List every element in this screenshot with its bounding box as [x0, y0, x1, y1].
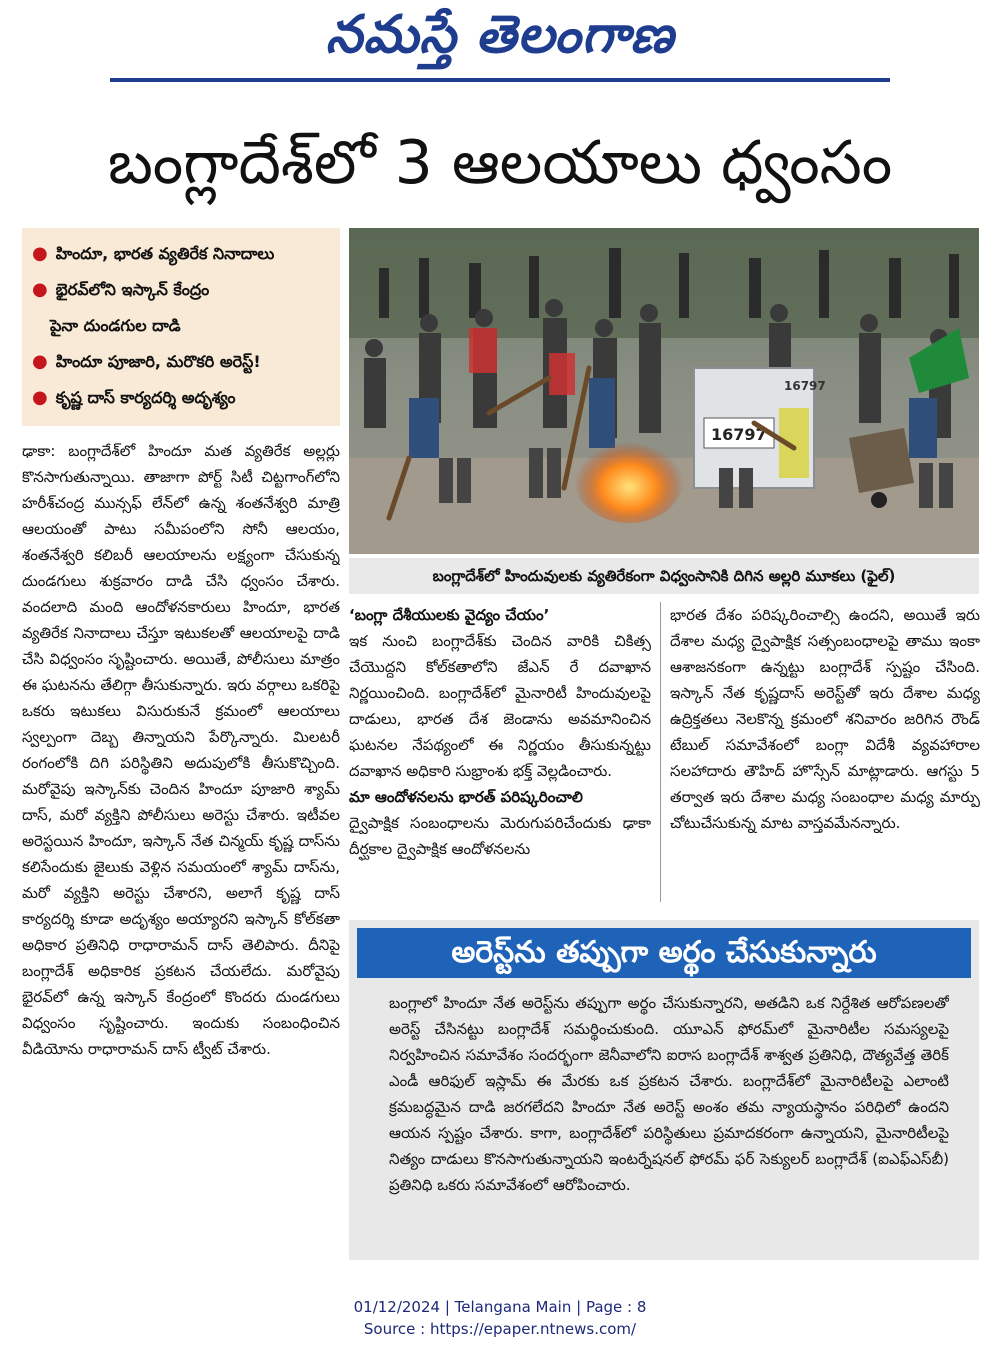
newspaper-logo-text: నమస్తే తెలంగాణ — [325, 4, 675, 65]
sidebar-story-box — [349, 920, 979, 1260]
article-column-left — [22, 438, 340, 1283]
highlight-item — [32, 272, 330, 308]
footer-edition-info: 01/12/2024 | Telangana Main | Page : 8 — [353, 1298, 647, 1316]
masthead — [0, 0, 1000, 82]
main-headline: బంగ్లాదేశ్‌లో 3 ఆలయాలు ధ్వంసం — [107, 128, 893, 198]
bullet-dot-icon: ● — [32, 279, 48, 300]
highlight-text: కృష్ణ దాస్ కార్యదర్శి అదృశ్యం — [55, 388, 236, 407]
footer-source-link[interactable]: Source : https://epaper.ntnews.com/ — [363, 1320, 637, 1338]
bullet-dot-icon: ● — [32, 351, 48, 372]
bullet-dot-icon: ● — [32, 387, 48, 408]
article-paragraph: ఢాకా: బంగ్లాదేశ్‌లో హిందూ మత వ్యతిరేక అల్లర్లు కొనసాగుతున్నాయి. తాజాగా పోర్ట్ సిటీ చిట్టగాంగ్‌లోని హరీశ్‌చంద్ర మున్సఫ్ లేన్‌లో ఉన్న శంతనేశ్వరి మాత్రి ఆలయంతో పాటు సమీపంలోని సోనీ ఆలయం, శంతనేశ్వరి కలిబరీ ఆలయాలను లక్ష్యంగా చేసుకున్న దుండగులు శుక్రవారం దాడి చేసి ధ్వంసం చేశారు. వందలాది మంది ఆందోళనకారులు హిందూ, భారత వ్యతిరేక నినాదాలు చేస్తూ ఇటుకలతో ఆలయాలపై దాడి చేసి విధ్వంసం సృష్టించారు. అయితే, పోలీసులు మాత్రం ఈ ఘటనను తేలిగ్గా తీసుకున్నారు. ఇరు వర్గాలు ఒకరిపై ఒకరు ఇటుకలు విసురుకునే క్రమంలో ఆలయాలు స్వల్పంగా దెబ్బ తిన్నాయని పేర్కొన్నారు. మిలటరీ రంగంలోకి దిగి పరిస్థితిని అదుపులోకి తీసుకొచ్చింది. మరోవైపు ఇస్కాన్‌కు చెందిన హిందూ పూజారి శ్యామ్ దాస్, మరో వ్యక్తిని పోలీసులు అరెస్టు చేశారు. ఇటీవల అరెస్టయిన హిందూ, ఇస్కాన్ నేత చిన్మయ్ కృష్ణ దాస్‌ను కలిసేందుకు జైలుకు వెళ్లిన సమయంలో శ్యామ్ దాస్‌ను, మరో వ్యక్తిని అరెస్టు చేశారని, అలాగే కృష్ణ దాస్ కార్యదర్శి కూడా అదృశ్యం అయ్యారని ఇస్కాన్ కోల్‌కతా అధికార ప్రతినిధి రాధారామన్ దాస్ తెలిపారు. దీనిపై బంగ్లాదేశ్ అధికారిక ప్రకటన చేయలేదు. మరోవైపు భైరవ్‌లో ఉన్న ఇస్కాన్ కేంద్రంలో కొందరు దుండగులు విధ్వంసం సృష్టించారు. ఇందుకు సంబంధించిన వీడియోను రాధారామన్ దాస్ ట్వీట్ చేశారు. — [22, 442, 340, 1058]
article-paragraph: ఇక నుంచి బంగ్లాదేశ్‌కు చెందిన వారికి చికిత్స చేయొద్దని కోల్‌కతాలోని జేఎన్ రే దవాఖాన నిర్ణయించింది. బంగ్లాదేశ్‌లో మైనారిటీ హిందువులపై దాడులు, భారత దేశ జెండాను అవమానించిన ఘటనల నేపథ్యంలో ఈ నిర్ణయం తీసుకున్నట్టు దవాఖాన అధికారి సుభ్రాంశు భక్త్ వెల్లడించారు. — [349, 632, 651, 780]
photo-caption: బంగ్లాదేశ్‌లో హిందువులకు వ్యతిరేకంగా విధ్వంసానికి దిగిన అల్లరి మూకలు (ఫైల్) — [349, 558, 979, 594]
highlight-text: భైరవ్‌లోని ఇస్కాన్ కేంద్రం — [55, 280, 210, 299]
article-column-right — [670, 602, 980, 910]
news-photo — [349, 228, 979, 554]
highlight-item — [32, 236, 330, 272]
sign-number-top: 16797 — [784, 379, 826, 393]
sidebar-story-body — [389, 990, 949, 1252]
highlight-text: హిందూ పూజారి, మరొకరి అరెస్ట్! — [55, 352, 261, 371]
highlights-box — [22, 228, 340, 426]
column-divider — [660, 602, 661, 902]
article-paragraph: ద్వైపాక్షిక సంబంధాలను మెరుగుపరిచేందుకు ఢాకా దీర్ఘకాల ద్వైపాక్షిక ఆందోళనలను — [349, 814, 651, 858]
sidebar-story-heading: అరెస్ట్‌ను తప్పుగా అర్థం చేసుకున్నారు — [357, 928, 971, 978]
highlight-text-continued: పైనా దుండగుల దాడి — [50, 316, 181, 335]
masthead-underline — [110, 78, 890, 82]
article-subheading: ‘బంగ్లా దేశీయులకు వైద్యం చేయం’ — [349, 606, 550, 624]
bullet-dot-icon: ● — [32, 243, 48, 264]
highlight-text: హిందూ, భారత వ్యతిరేక నినాదాలు — [55, 244, 275, 263]
highlight-item — [32, 344, 330, 380]
sign-number-main: 16797 — [711, 425, 767, 444]
article-column-middle — [349, 602, 651, 910]
article-subheading: మా ఆందోళనలను భారత్ పరిష్కరించాలి — [349, 788, 583, 806]
article-paragraph: బంగ్లాలో హిందూ నేత అరెస్ట్‌ను తప్పుగా అర్థం చేసుకున్నారని, అతడిని ఒక నిర్దేశిత ఆరోపణలతో అరెస్ట్ చేసినట్టు బంగ్లాదేశ్ సమర్థించుకుంది. యూఎన్ ఫోరమ్‌లో మైనారిటీల సమస్యలపై నిర్వహించిన సమావేశం సందర్భంగా జెనీవాలోని ఐరాస బంగ్లాదేశ్ శాశ్వత ప్రతినిధి, దౌత్యవేత్త తెరిక్ ఎండీ ఆరిఫుల్ ఇస్లామ్ ఈ మేరకు ఒక ప్రకటన చేశారు. బంగ్లాదేశ్‌లో మైనారిటీలపై ఎలాంటి క్రమబద్ధమైన దాడి జరగలేదని హిందూ నేత అరెస్ట్ అంశం తమ న్యాయస్థానం పరిధిలో ఉందని ఆయన స్పష్టం చేశారు. కాగా, బంగ్లాదేశ్‌లో పరిస్థితులు ప్రమాదకరంగా ఉన్నాయని, మైనారిటీలపై నిత్యం దాడులు కొనసాగుతున్నాయని ఇంటర్నేషనల్ ఫోరమ్ ఫర్ సెక్యులర్ బంగ్లాదేశ్ (ఐఎఫ్ఎస్‌బీ) ప్రతినిధి ఒకరు సమావేశంలో ఆరోపించారు. — [389, 994, 949, 1194]
highlight-item — [32, 380, 330, 416]
article-paragraph: భారత దేశం పరిష్కరించాల్సి ఉందని, అయితే ఇరు దేశాల మధ్య ద్వైపాక్షిక సత్సంబంధాలపై తాము ఇంకా ఆశాజనకంగా ఉన్నట్టు బంగ్లాదేశ్ స్పష్టం చేసింది. ఇస్కాన్ నేత కృష్ణదాస్ అరెస్ట్‌తో ఇరు దేశాల మధ్య ఉద్రిక్తతలు నెలకొన్న క్రమంలో శనివారం జరిగిన రౌండ్ టేబుల్ సమావేశంలో బంగ్లా విదేశీ వ్యవహారాల సలహాదారు తౌహిద్ హొస్సేన్ మాట్లాడారు. ఆగస్టు 5 తర్వాత ఇరు దేశాల మధ్య సంబంధాల మధ్య మార్పు చోటుచేసుకున్న మాట వాస్తవమేనన్నారు. — [670, 606, 980, 832]
